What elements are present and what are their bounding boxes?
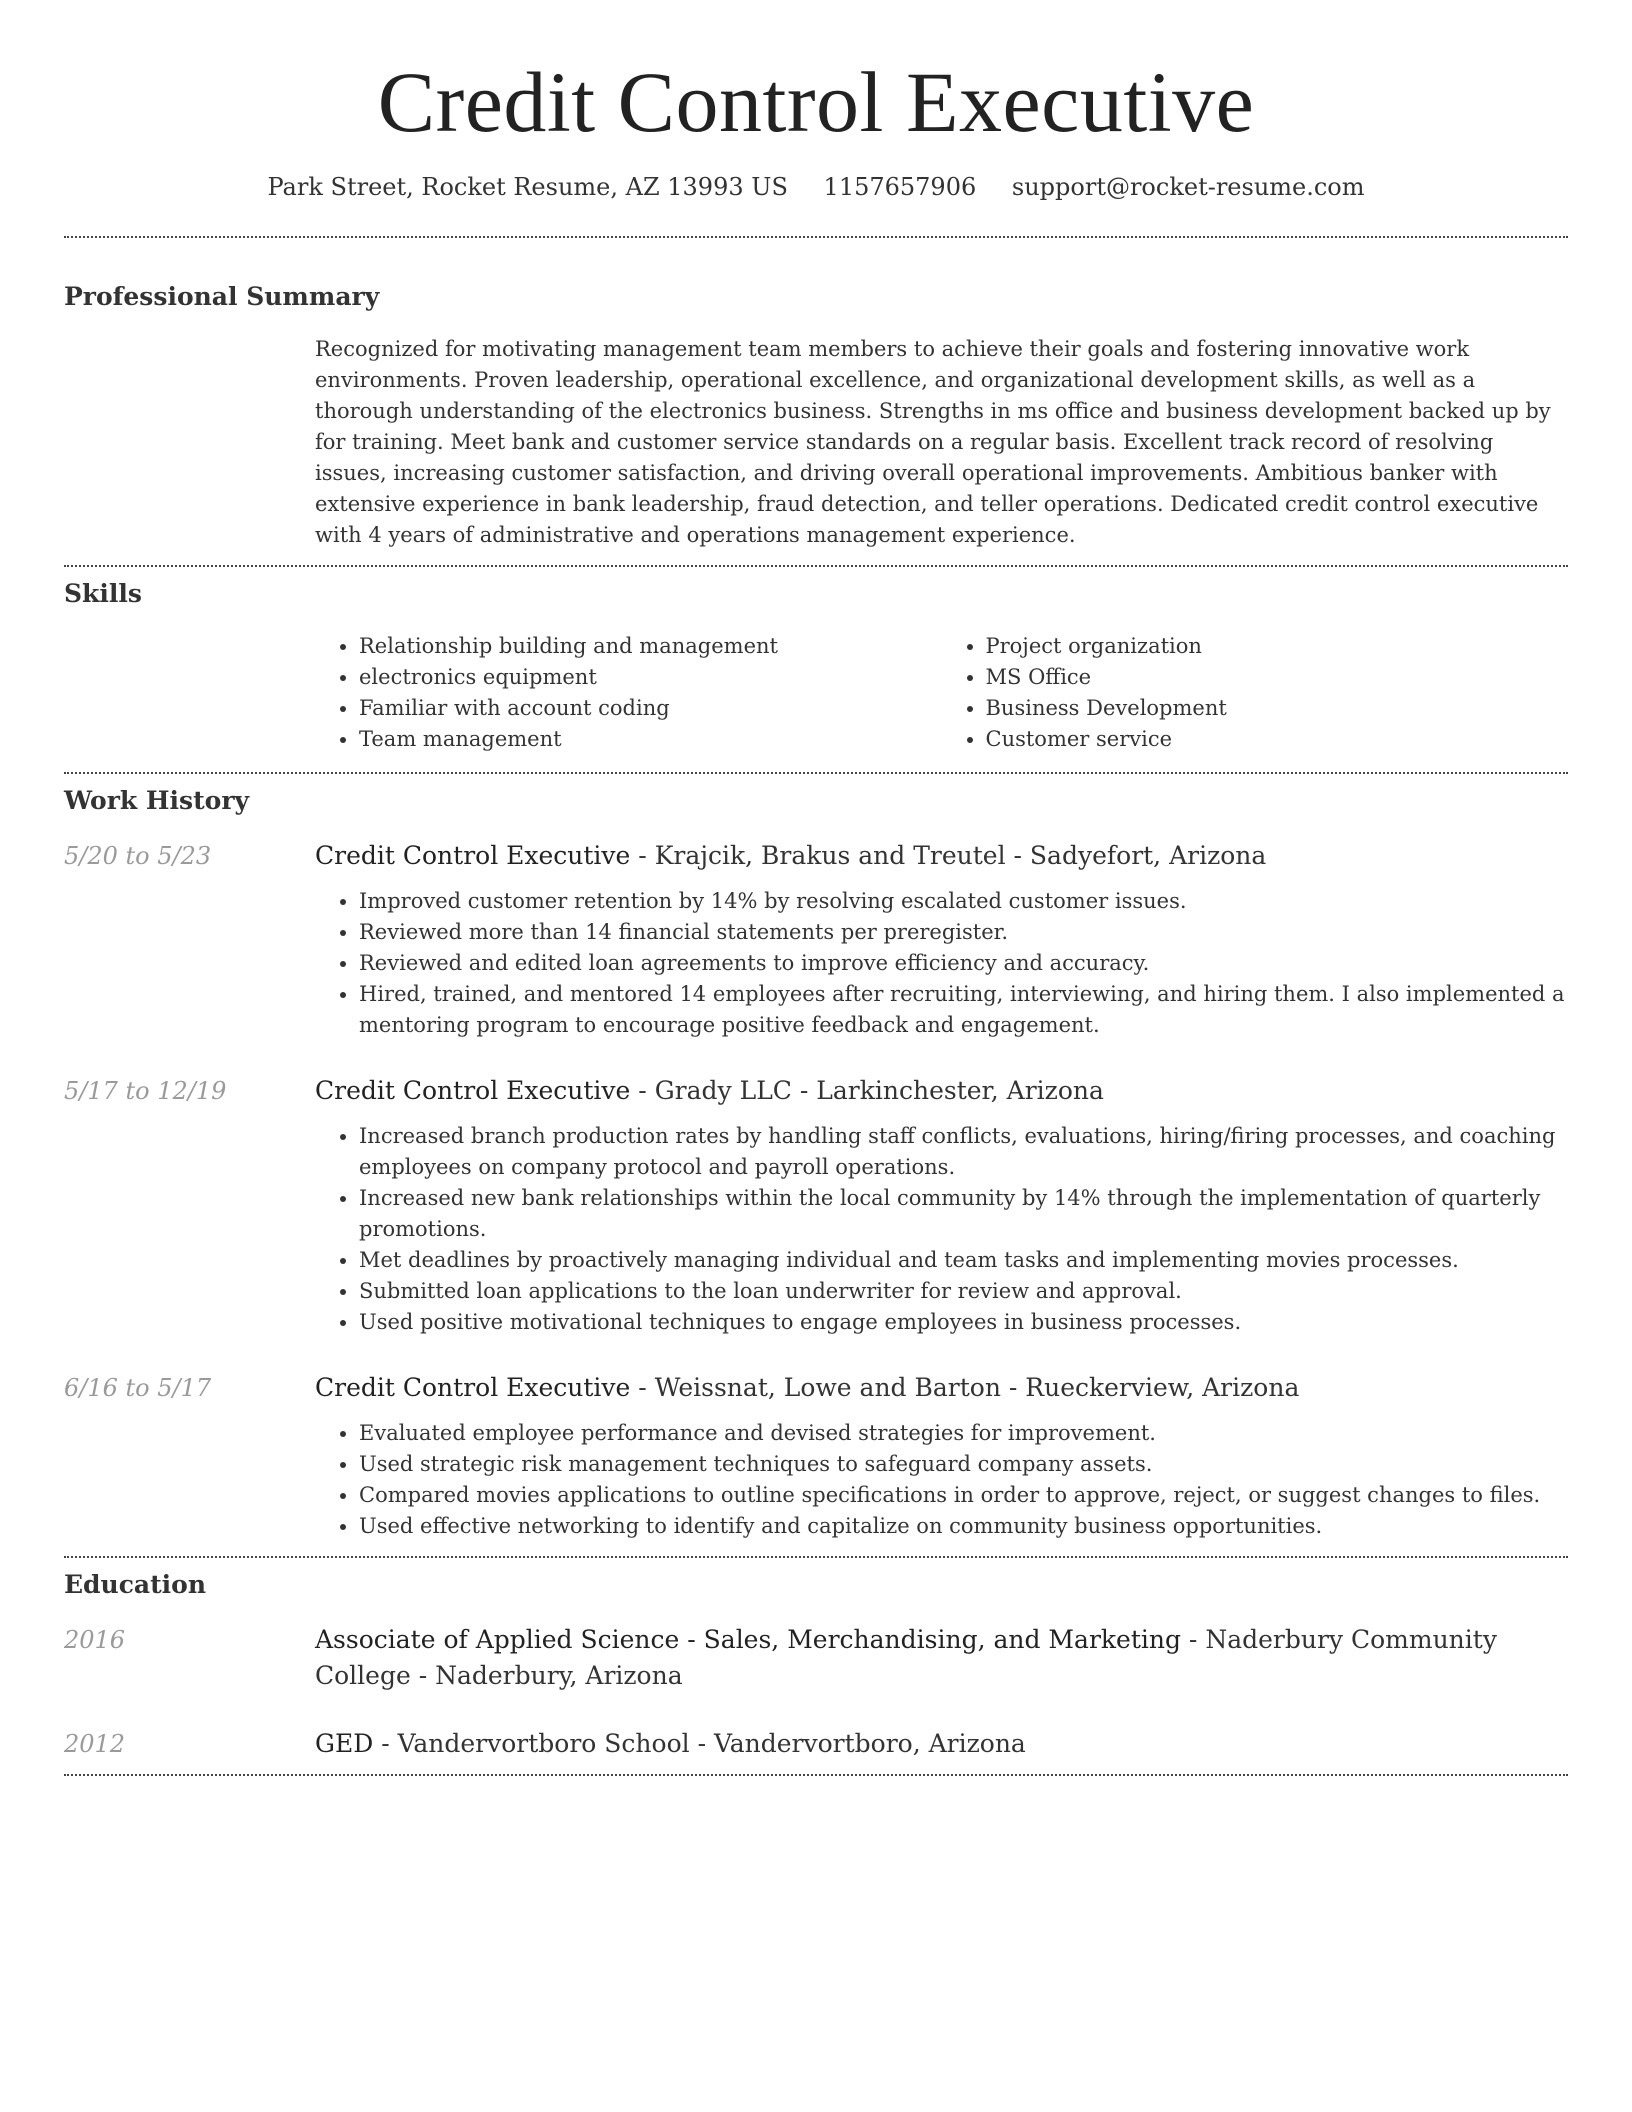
job-bullet: • Used positive motivational techniques to engage employees in business processes.: [359, 1307, 1568, 1338]
work-title: Work History: [64, 786, 250, 815]
education-entry: [64, 1622, 1568, 1694]
skills-row: [64, 631, 1568, 755]
job-bullet: • Reviewed more than 14 financial statements per preregister.: [359, 917, 1568, 948]
job-bullet: • Compared movies applications to outline specifications in order to approve, reject, or suggest changes to files.: [359, 1480, 1568, 1511]
education-degree: GED: [315, 1729, 374, 1758]
job-role: Credit Control Executive: [315, 1373, 631, 1402]
contact-line: [64, 172, 1568, 202]
skill-item: • Business Development: [986, 693, 1569, 724]
job-dates: 6/16 to 5/17: [64, 1374, 212, 1402]
job-title: [315, 1073, 1568, 1109]
education-school: - Vandervortboro School - Vandervortboro, Arizona: [373, 1729, 1026, 1758]
education-school: - Naderbury Community College - Naderbury, Arizona: [315, 1625, 1497, 1690]
skills-section: [64, 567, 1568, 755]
job-bullet: • Submitted loan applications to the loan underwriter for review and approval.: [359, 1276, 1568, 1307]
skill-item: • Familiar with account coding: [359, 693, 942, 724]
education-year: 2012: [64, 1730, 126, 1758]
education-title-line: [315, 1622, 1568, 1694]
education-degree: Associate of Applied Science - Sales, Merchandising, and Marketing: [315, 1625, 1181, 1654]
summary-section: [64, 238, 1568, 551]
job-bullet: • Increased new bank relationships within the local community by 14% through the implementation of quarterly promotions.: [359, 1183, 1568, 1245]
job-bullet: • Evaluated employee performance and devised strategies for improvement.: [359, 1418, 1568, 1449]
job-employer: - Grady LLC - Larkinchester, Arizona: [630, 1076, 1104, 1105]
summary-text: Recognized for motivating management team members to achieve their goals and fostering innovative work environments. Proven leadership, operational excellence, and organizational development skills, as well as a thorough understanding of the electronics business. Strengths in ms office and business development backed up by for training. Meet bank and customer service standards on a regular basis. Excellent track record of resolving issues, increasing customer satisfaction, and driving overall operational improvements. Ambitious banker with extensive experience in bank leadership, fraud detection, and teller operations. Dedicated credit control executive with 4 years of administrative and operations management experience.: [315, 337, 1551, 547]
job-dates: 5/20 to 5/23: [64, 842, 212, 870]
skill-item: • Project organization: [986, 631, 1569, 662]
job-bullet: • Used effective networking to identify and capitalize on community business opportunities.: [359, 1511, 1568, 1542]
job-entry: [64, 838, 1568, 1041]
contact-email: support@rocket-resume.com: [1011, 173, 1365, 201]
job-bullet: • Hired, trained, and mentored 14 employees after recruiting, interviewing, and hiring them. I also implemented a mentoring program to encourage positive feedback and engagement.: [359, 979, 1568, 1041]
job-bullets: [315, 1121, 1568, 1338]
job-employer: - Weissnat, Lowe and Barton - Rueckerview, Arizona: [630, 1373, 1300, 1402]
education-title-line: [315, 1726, 1568, 1762]
job-entry: [64, 1073, 1568, 1338]
job-title: [315, 1370, 1568, 1406]
education-year: 2016: [64, 1626, 126, 1654]
skill-item: • MS Office: [986, 662, 1569, 693]
skill-item: • Customer service: [986, 724, 1569, 755]
job-employer: - Krajcik, Brakus and Treutel - Sadyefort, Arizona: [630, 841, 1267, 870]
skill-item: • Relationship building and management: [359, 631, 942, 662]
summary-title: Professional Summary: [64, 282, 380, 311]
resume-name: Credit Control Executive: [377, 54, 1255, 150]
education-section: [64, 1558, 1568, 1762]
work-section: [64, 774, 1568, 1542]
skills-list-left: [315, 631, 942, 755]
skill-item: • Team management: [359, 724, 942, 755]
education-divider: [64, 1774, 1568, 1776]
job-title: [315, 838, 1568, 874]
resume-page: [64, 0, 1568, 1776]
skills-title: Skills: [64, 579, 142, 608]
job-bullet: • Increased branch production rates by handling staff conflicts, evaluations, hiring/firing processes, and coaching employees on company protocol and payroll operations.: [359, 1121, 1568, 1183]
job-bullets: [315, 1418, 1568, 1542]
job-bullet: • Improved customer retention by 14% by resolving escalated customer issues.: [359, 886, 1568, 917]
education-entry: [64, 1726, 1568, 1762]
education-title: Education: [64, 1570, 207, 1599]
summary-row: [64, 334, 1568, 551]
job-bullet: • Reviewed and edited loan agreements to improve efficiency and accuracy.: [359, 948, 1568, 979]
skills-list-right: [942, 631, 1569, 755]
contact-phone: 1157657906: [823, 173, 977, 201]
contact-address: Park Street, Rocket Resume, AZ 13993 US: [267, 173, 788, 201]
job-role: Credit Control Executive: [315, 1076, 631, 1105]
skills-grid: [315, 631, 1568, 755]
job-role: Credit Control Executive: [315, 841, 631, 870]
job-bullet: • Used strategic risk management techniques to safeguard company assets.: [359, 1449, 1568, 1480]
job-dates: 5/17 to 12/19: [64, 1077, 227, 1105]
skill-item: • electronics equipment: [359, 662, 942, 693]
job-entry: [64, 1370, 1568, 1542]
job-bullets: [315, 886, 1568, 1041]
job-bullet: • Met deadlines by proactively managing individual and team tasks and implementing movies processes.: [359, 1245, 1568, 1276]
